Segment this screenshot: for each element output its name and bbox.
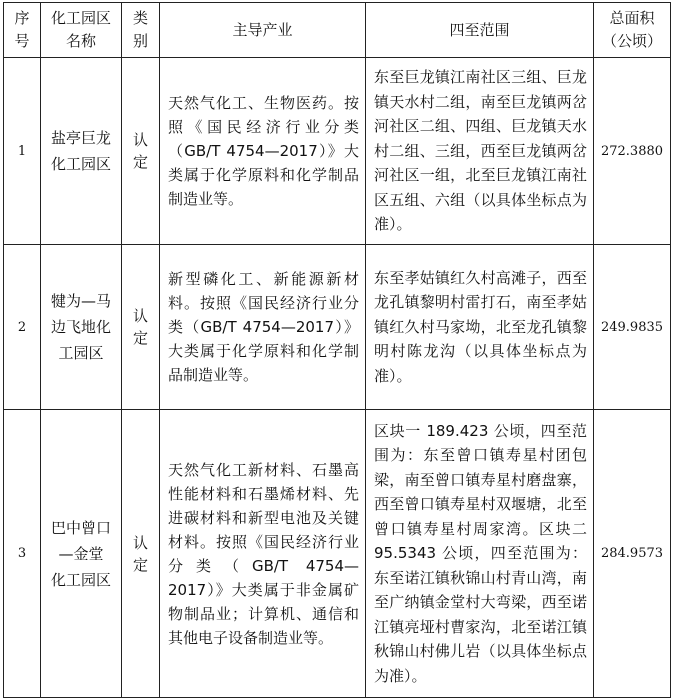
row-industry: 新型磷化工、新能源新材料。按照《国民经济行业分类（GB/T 4754—2017）》大类属于化学原料和化学制品制造业等。: [160, 245, 366, 410]
header-category: [122, 3, 160, 58]
category-char: 认: [132, 307, 148, 325]
table-row: [4, 410, 671, 698]
row-range: 区块一 189.423 公顷，四至范围为：东至曾口镇寿星村团包梁，南至曾口镇寿星村磨盘寨，西至曾口镇寿星村双堰塘，北至曾口镇寿星村周家湾。区块二 95.5343 公顷，四至范围为：东至诺江镇秋锦山村青山湾，南至广纳镇金堂村大弯梁，西至诺江镇亮垭村曹家沟，北至诺江镇秋锦山村佛儿岩（以具体坐标点为准）。: [366, 410, 594, 698]
header-name-line1: 化工园区: [50, 9, 111, 27]
table-row: [4, 245, 671, 410]
table-header-row: [4, 3, 671, 58]
header-name: [41, 3, 122, 58]
park-name-line: 边飞地化: [50, 318, 111, 336]
park-name-line: 盐亭巨龙: [50, 129, 111, 147]
header-cat-line2: 别: [132, 32, 148, 50]
row-area: 272.3880: [594, 58, 671, 245]
row-category: [122, 410, 160, 698]
category-char: 定: [132, 329, 148, 347]
park-name-line: 犍为—马: [50, 292, 111, 310]
category-char: 认: [132, 131, 148, 149]
row-range: 东至孝姑镇红久村高滩子，西至龙孔镇黎明村雷打石，南至孝姑镇红久村马家坳，北至龙孔镇黎明村陈龙沟（以具体坐标点为准）。: [366, 245, 594, 410]
park-name-line: 巴中曾口: [50, 518, 111, 537]
park-name-line: 化工园区: [50, 155, 111, 173]
header-area-line1: 总面积: [609, 9, 655, 27]
park-name-line: —金堂: [58, 544, 104, 563]
category-char: 认: [132, 533, 148, 552]
row-area: 249.9835: [594, 245, 671, 410]
category-char: 定: [132, 555, 148, 574]
header-seq-line2: 号: [14, 32, 30, 50]
row-park-name: [41, 58, 122, 245]
category-char: 定: [132, 153, 148, 171]
row-category: [122, 245, 160, 410]
row-range: 东至巨龙镇江南社区三组、巨龙镇天水村二组，南至巨龙镇两岔河社区二组、四组、巨龙镇天水村二组、三组，西至巨龙镇两岔河社区一组，北至巨龙镇江南社区五组、六组（以具体坐标点为准）。: [366, 58, 594, 245]
row-park-name: [41, 410, 122, 698]
row-category: [122, 58, 160, 245]
header-seq: [4, 3, 41, 58]
row-seq: 3: [4, 410, 41, 698]
header-industry: 主导产业: [160, 3, 366, 58]
row-seq: 1: [4, 58, 41, 245]
row-industry: 天然气化工新材料、石墨高性能材料和石墨烯材料、先进碳材料和新型电池及关键材料。按照《国民经济行业分类（GB/T 4754—2017）》大类属于非金属矿物制品业；计算机、通信和其他电子设备制造业等。: [160, 410, 366, 698]
row-industry: 天然气化工、生物医药。按照《国民经济行业分类（GB/T 4754—2017）》大类属于化学原料和化学制品制造业等。: [160, 58, 366, 245]
row-seq: 2: [4, 245, 41, 410]
row-park-name: [41, 245, 122, 410]
header-cat-line1: 类: [132, 9, 148, 27]
park-name-line: 工园区: [58, 344, 104, 362]
header-range: 四至范围: [366, 3, 594, 58]
table-row: [4, 58, 671, 245]
header-area: [594, 3, 671, 58]
header-name-line2: 名称: [65, 32, 96, 50]
row-area: 284.9573: [594, 410, 671, 698]
industrial-park-table: [3, 2, 671, 698]
header-seq-line1: 序: [14, 9, 30, 27]
header-area-line2: （公顷）: [601, 32, 662, 50]
park-name-line: 化工园区: [50, 570, 111, 589]
